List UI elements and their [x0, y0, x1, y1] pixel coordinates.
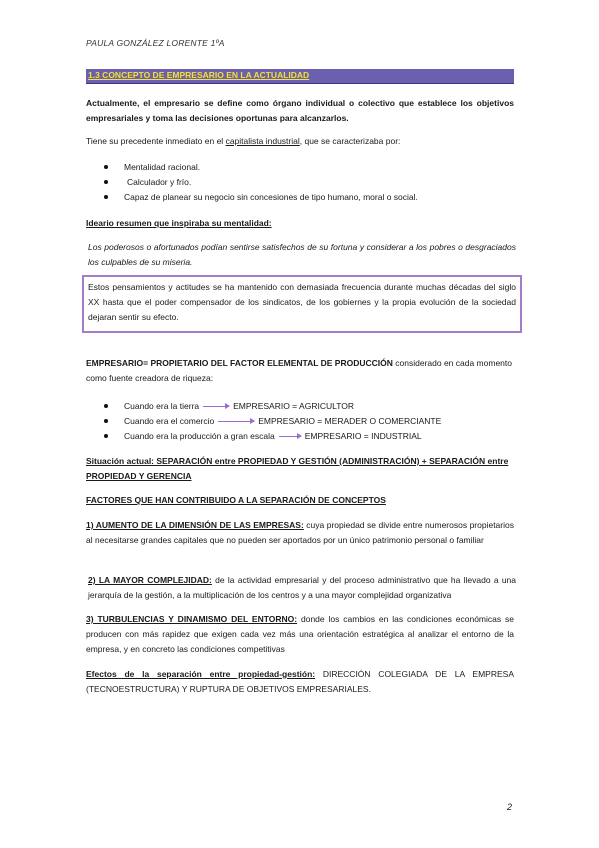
factor-text: donde los cambios en las condiciones económicas se producen con más rapidez que exigen cada vez más una orientación estratégica al analizar el entorno de la empresa, y en concreto las condiciones competitivas — [86, 614, 515, 654]
bullet-icon — [104, 434, 108, 438]
highlight-box-text: Estos pensamientos y actitudes se ha mantenido con demasiada frecuencia durante muchas décadas del siglo XX hasta que el poder compensador de los sindicatos, de los gobiernes y la propia evolución de la sociedad dejaran sentir su efecto. — [88, 282, 516, 322]
list-item — [100, 175, 520, 190]
list-item — [100, 160, 520, 175]
precedent-text-after: , que se caracterizaba por: — [299, 136, 401, 146]
factor-paragraph — [86, 612, 514, 657]
list-item — [100, 414, 520, 429]
factor-text: de la actividad empresarial y del proceso administrativo que ha llevado a una jerarquía de la gestión, a la multiplicación de los centros y a una mayor complejidad organizativa — [88, 575, 516, 600]
factors-heading: FACTORES QUE HAN CONTRIBUIDO A LA SEPARACIÓN DE CONCEPTOS — [86, 495, 386, 505]
era-when: Cuando era la tierra — [124, 401, 200, 411]
bullet-icon — [104, 195, 108, 199]
eras-list — [100, 399, 520, 444]
list-item — [100, 190, 520, 205]
era-when: Cuando era la producción a gran escala — [124, 431, 275, 441]
effects-text: DIRECCIÓN COLEGIADA DE LA EMPRESA (TECNOESTRUCTURA) Y RUPTURA DE OBJETIVOS EMPRESARIALES. — [86, 669, 514, 694]
definition-rest: considerado en cada momento como fuente creadora de riqueza: — [86, 358, 512, 383]
arrow-right-icon — [218, 421, 254, 422]
factor-text: cuya propiedad se divide entre numerosos propietarios al necesitarse grandes capitales que no pueden ser aportados por un único patrimonio personal o familiar — [86, 520, 514, 545]
ideario-heading: Ideario resumen que inspiraba su mentalidad: — [86, 218, 272, 228]
highlight-box — [82, 275, 522, 333]
arrow-right-icon — [279, 436, 301, 437]
intro-paragraph: Actualmente, el empresario se define como órgano individual o colectivo que establece los objetivos empresariales y toma las decisiones oportunas para alcanzarlos. — [86, 98, 514, 123]
factor-label: 1) AUMENTO DE LA DIMENSIÓN DE LAS EMPRESAS: — [86, 520, 304, 530]
factor-label: 3) TURBULENCIAS Y DINAMISMO DEL ENTORNO: — [86, 614, 298, 624]
definition-paragraph — [86, 356, 514, 386]
era-then: EMPRESARIO = AGRICULTOR — [233, 401, 354, 411]
effects-paragraph — [86, 667, 514, 697]
bullet-icon — [104, 165, 108, 169]
bullet-icon — [104, 404, 108, 408]
era-then: EMPRESARIO = INDUSTRIAL — [304, 431, 422, 441]
bullet-icon — [104, 419, 108, 423]
list-item — [100, 429, 520, 444]
list-item — [100, 399, 520, 414]
page-number: 2 — [507, 802, 513, 812]
trait-text: Mentalidad racional. — [124, 162, 201, 172]
factor-paragraph — [86, 518, 514, 548]
section-title: 1.3 CONCEPTO DE EMPRESARIO EN LA ACTUALIDAD — [88, 70, 310, 80]
section-title-bar — [86, 69, 514, 84]
era-then: EMPRESARIO = MERADER O COMERCIANTE — [258, 416, 442, 426]
era-when: Cuando era el comercio — [124, 416, 215, 426]
factor-label: 2) LA MAYOR COMPLEJIDAD: — [88, 575, 212, 585]
arrow-right-icon — [203, 406, 229, 407]
effects-label: Efectos de la separación entre propiedad-gestión: — [86, 669, 316, 679]
precedent-text-before: Tiene su precedente inmediato en el — [86, 136, 226, 146]
trait-text: Calculador y frío. — [127, 177, 192, 187]
current-situation: Situación actual: SEPARACIÓN entre PROPIEDAD Y GESTIÓN (ADMINISTRACIÓN) + SEPARACIÓN entre PROPIEDAD Y GERENCIA — [86, 456, 509, 481]
factor-paragraph — [86, 573, 516, 603]
ideario-quote: Los poderosos o afortunados podían sentirse satisfechos de su fortuna y considerar a los pobres o desgraciados los culpables de su miseria. — [88, 242, 516, 267]
trait-text: Capaz de planear su negocio sin concesiones de tipo humano, moral o social. — [124, 192, 418, 202]
bullet-icon — [104, 180, 108, 184]
precedent-highlight: capitalista industrial — [225, 136, 300, 146]
definition-bold: EMPRESARIO= PROPIETARIO DEL FACTOR ELEMENTAL DE PRODUCCIÓN — [86, 358, 393, 368]
traits-list — [100, 160, 520, 205]
precedent-paragraph — [86, 134, 514, 149]
page-header-author: PAULA GONZÁLEZ LORENTE 1ºA — [86, 38, 225, 48]
